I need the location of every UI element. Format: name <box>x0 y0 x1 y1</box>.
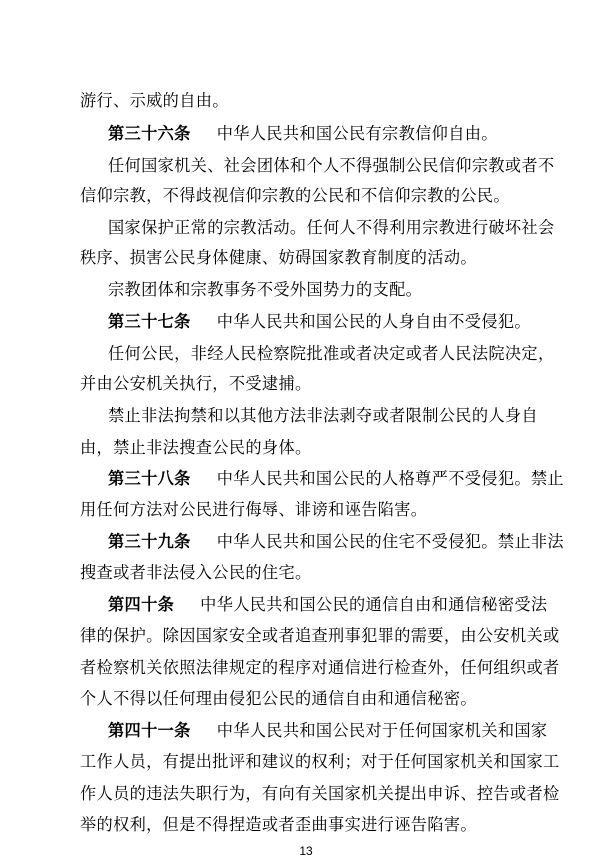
text-line: 国家保护正常的宗教活动。任何人不得利用宗教进行破坏社会 <box>108 218 555 237</box>
article-40-line <box>108 594 568 616</box>
article-41-text: 中华人民共和国公民对于任何国家机关和国家 <box>216 721 548 740</box>
article-36-line <box>108 123 568 145</box>
text-line: 工作人员，有提出批评和建议的权利；对于任何国家机关和国家工 <box>80 752 560 771</box>
article-39-label: 第三十九条 <box>108 532 191 551</box>
article-38-text: 中华人民共和国公民的人格尊严不受侵犯。禁止 <box>216 469 564 488</box>
text-line: 用任何方法对公民进行侮辱、诽谤和诬告陷害。 <box>80 500 428 519</box>
article-36-label: 第三十六条 <box>108 124 191 143</box>
article-41-line <box>108 720 568 742</box>
article-38-label: 第三十八条 <box>108 469 191 488</box>
article-39-text: 中华人民共和国公民的住宅不受侵犯。禁止非法 <box>216 532 564 551</box>
article-38-line <box>108 468 568 490</box>
text-line: 搜查或者非法侵入公民的住宅。 <box>80 563 312 582</box>
text-line: 任何公民，非经人民检察院批准或者决定或者人民法院决定， <box>108 344 555 363</box>
text-line: 禁止非法拘禁和以其他方法非法剥夺或者限制公民的人身自 <box>108 406 538 425</box>
article-40-label: 第四十条 <box>108 595 175 614</box>
text-line: 任何国家机关、社会团体和个人不得强制公民信仰宗教或者不 <box>108 156 555 175</box>
article-36-text: 中华人民共和国公民有宗教信仰自由。 <box>216 124 498 143</box>
text-line: 由，禁止非法搜查公民的身体。 <box>80 438 312 457</box>
text-line: 者检察机关依照法律规定的程序对通信进行检查外，任何组织或者 <box>80 658 560 677</box>
article-37-text: 中华人民共和国公民的人身自由不受侵犯。 <box>216 312 531 331</box>
text-line: 举的权利，但是不得捏造或者歪曲事实进行诬告陷害。 <box>80 815 477 834</box>
article-41-label: 第四十一条 <box>108 721 191 740</box>
article-37-line <box>108 311 568 333</box>
text-line: 信仰宗教，不得歧视信仰宗教的公民和不信仰宗教的公民。 <box>80 186 510 205</box>
article-37-label: 第三十七条 <box>108 312 191 331</box>
text-line: 游行、示威的自由。 <box>80 91 229 110</box>
text-line: 个人不得以任何理由侵犯公民的通信自由和通信秘密。 <box>80 689 477 708</box>
article-39-line <box>108 531 568 553</box>
text-line: 并由公安机关执行，不受逮捕。 <box>80 374 312 393</box>
text-line: 秩序、损害公民身体健康、妨碍国家教育制度的活动。 <box>80 248 477 267</box>
text-line: 宗教团体和宗教事务不受外国势力的支配。 <box>108 280 423 299</box>
page-number: 13 <box>299 844 313 858</box>
article-40-text: 中华人民共和国公民的通信自由和通信秘密受法 <box>200 595 548 614</box>
text-line: 律的保护。除因国家安全或者追查刑事犯罪的需要，由公安机关或 <box>80 626 560 645</box>
text-line: 作人员的违法失职行为，有向有关国家机关提出申诉、控告或者检 <box>80 784 560 803</box>
